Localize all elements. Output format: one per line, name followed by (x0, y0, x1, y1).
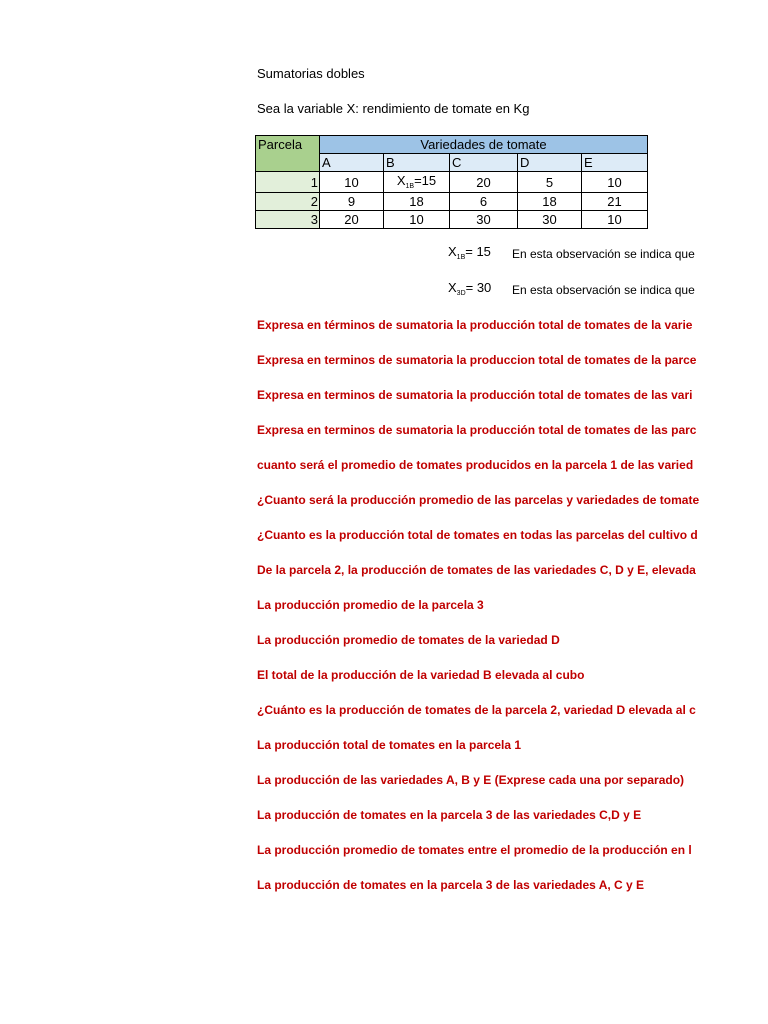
obs-value: = 15 (465, 244, 491, 259)
variedades-header: Variedades de tomate (320, 136, 648, 154)
observation-text: En esta observación se indica que (512, 283, 695, 297)
cell-value: 9 (320, 193, 384, 211)
cell-value: 5 (518, 172, 582, 193)
table-row (256, 172, 648, 193)
observation-x3d (448, 280, 491, 295)
variety-header-d: D (518, 154, 582, 172)
cell-value: 18 (384, 193, 450, 211)
question-9: La producción promedio de la parcela 3 (257, 598, 484, 612)
table-row (256, 211, 648, 229)
obs-var: X (448, 280, 457, 295)
question-2: Expresa en terminos de sumatoria la produccion total de tomates de la parce (257, 353, 697, 367)
question-3: Expresa en terminos de sumatoria la producción total de tomates de las vari (257, 388, 693, 402)
cell-subscript: 1B (405, 183, 415, 190)
observation-x1b (448, 244, 491, 259)
cell-value: 10 (320, 172, 384, 193)
cell-var-value: =15 (414, 173, 437, 188)
row-number: 3 (256, 211, 320, 229)
page-title: Sumatorias dobles (257, 66, 365, 81)
row-number: 1 (256, 172, 320, 193)
question-14: La producción de las variedades A, B y E (Exprese cada una por separado) (257, 773, 685, 787)
table-row (256, 193, 648, 211)
obs-subscript: 3D (456, 290, 466, 297)
cell-value: 10 (582, 172, 648, 193)
obs-var: X (448, 244, 457, 259)
question-8: De la parcela 2, la producción de tomates de las variedades C, D y E, elevada (257, 563, 696, 577)
variety-header-e: E (582, 154, 648, 172)
question-11: El total de la producción de la variedad B elevada al cubo (257, 668, 585, 682)
parcela-header: Parcela (256, 136, 320, 172)
question-5: cuanto será el promedio de tomates producidos en la parcela 1 de las varied (257, 458, 694, 472)
cell-value: 30 (450, 211, 518, 229)
question-13: La producción total de tomates en la parcela 1 (257, 738, 522, 752)
variable-definition: Sea la variable X: rendimiento de tomate en Kg (257, 101, 530, 116)
cell-var: X (396, 173, 406, 188)
cell-value: 20 (320, 211, 384, 229)
question-6: ¿Cuanto será la producción promedio de las parcelas y variedades de tomate (257, 493, 700, 507)
question-16: La producción promedio de tomates entre el promedio de la producción en l (257, 843, 692, 857)
question-15: La producción de tomates en la parcela 3 de las variedades C,D y E (257, 808, 642, 822)
yield-table (255, 135, 648, 229)
cell-value-x1b (384, 172, 450, 193)
variety-header-b: B (384, 154, 450, 172)
cell-value: 20 (450, 172, 518, 193)
obs-value: = 30 (465, 280, 492, 295)
cell-value: 6 (450, 193, 518, 211)
question-7: ¿Cuanto es la producción total de tomates en todas las parcelas del cultivo d (257, 528, 698, 542)
cell-value: 30 (518, 211, 582, 229)
question-1: Expresa en términos de sumatoria la producción total de tomates de la varie (257, 318, 693, 332)
cell-value: 21 (582, 193, 648, 211)
question-4: Expresa en terminos de sumatoria la producción total de tomates de las parc (257, 423, 697, 437)
cell-value: 10 (582, 211, 648, 229)
question-10: La producción promedio de tomates de la variedad D (257, 633, 560, 647)
variety-header-c: C (450, 154, 518, 172)
observation-text: En esta observación se indica que (512, 247, 695, 261)
cell-value: 18 (518, 193, 582, 211)
question-17: La producción de tomates en la parcela 3 de las variedades A, C y E (257, 878, 645, 892)
row-number: 2 (256, 193, 320, 211)
obs-subscript: 1B (456, 254, 466, 261)
question-12: ¿Cuánto es la producción de tomates de la parcela 2, variedad D elevada al c (257, 703, 696, 717)
cell-value: 10 (384, 211, 450, 229)
variety-header-a: A (320, 154, 384, 172)
